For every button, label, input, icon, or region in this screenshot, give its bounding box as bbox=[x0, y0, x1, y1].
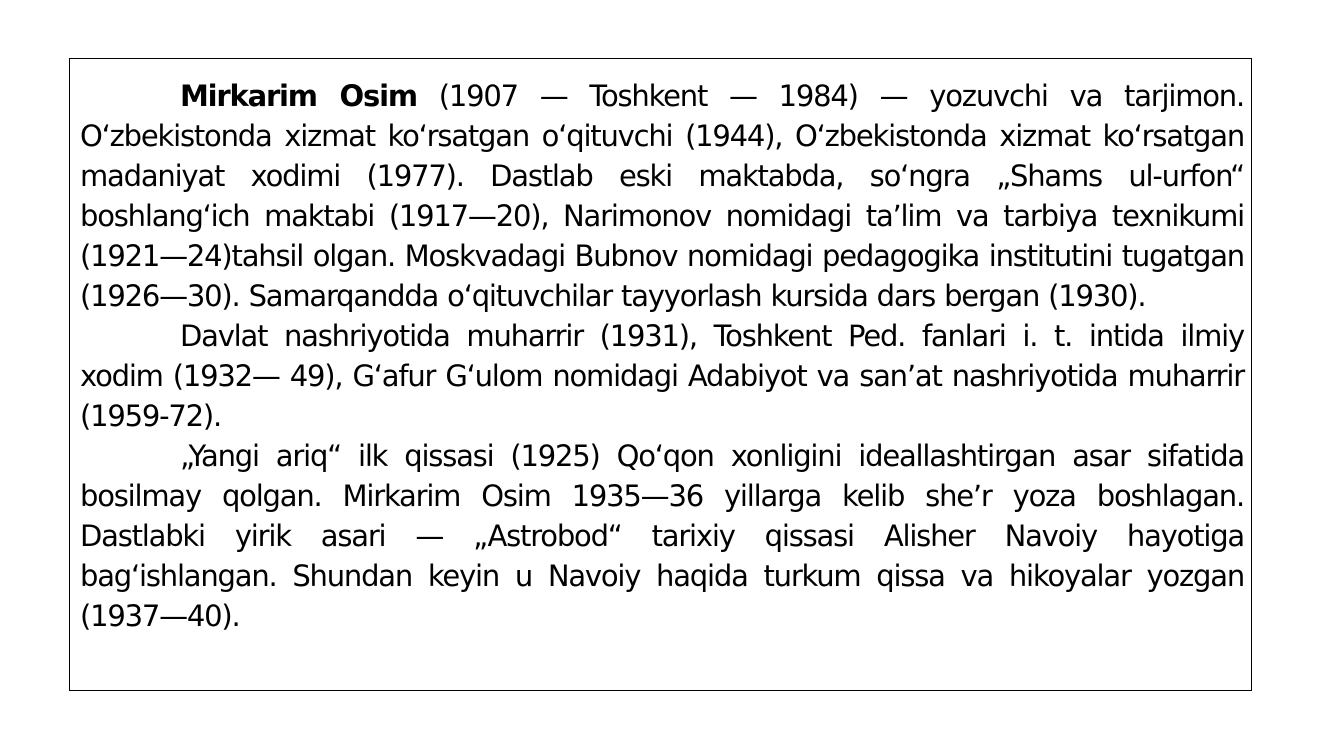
document-text bbox=[80, 76, 1244, 636]
paragraph-biography-text: (1907 — Toshkent — 1984) — yozuvchi va tarjimon. Oʻzbekistonda xizmat koʻrsatgan oʻqituvchi (1944), Oʻzbekistonda xizmat koʻrsatgan madaniyat xodimi (1977). Dastlab eski maktabda, soʻngra „Shams ul-urfon“ boshlangʻich maktabi (1917—20), Narimonov nomidagi taʼlim va tarbiya texnikumi (1921—24)tahsil olgan. Moskvadagi Bubnov nomidagi pedagogika institutini tugatgan (1926—30). Samarqandda oʻqituvchilar tayyorlash kursida dars bergan (1930). bbox=[80, 79, 1244, 313]
paragraph-biography bbox=[80, 76, 1244, 316]
paragraph-career: Davlat nashriyotida muharrir (1931), Toshkent Ped. fanlari i. t. intida ilmiy xodim (1932— 49), Gʻafur Gʻulom nomidagi Adabiyot va sanʼat nashriyotida muharrir (1959-72). bbox=[80, 319, 1244, 433]
paragraph-works: „Yangi ariq“ ilk qissasi (1925) Qoʻqon xonligini ideallashtirgan asar sifatida bosilmay qolgan. Mirkarim Osim 1935—36 yillarga kelib sheʼr yoza boshlagan. Dastlabki yirik asari — „Astrobod“ tarixiy qissasi Alisher Navoiy hayotiga bagʻishlangan. Shundan keyin u Navoiy haqida turkum qissa va hikoyalar yozgan (1937—40). bbox=[80, 439, 1244, 633]
author-name: Mirkarim Osim bbox=[180, 79, 417, 113]
